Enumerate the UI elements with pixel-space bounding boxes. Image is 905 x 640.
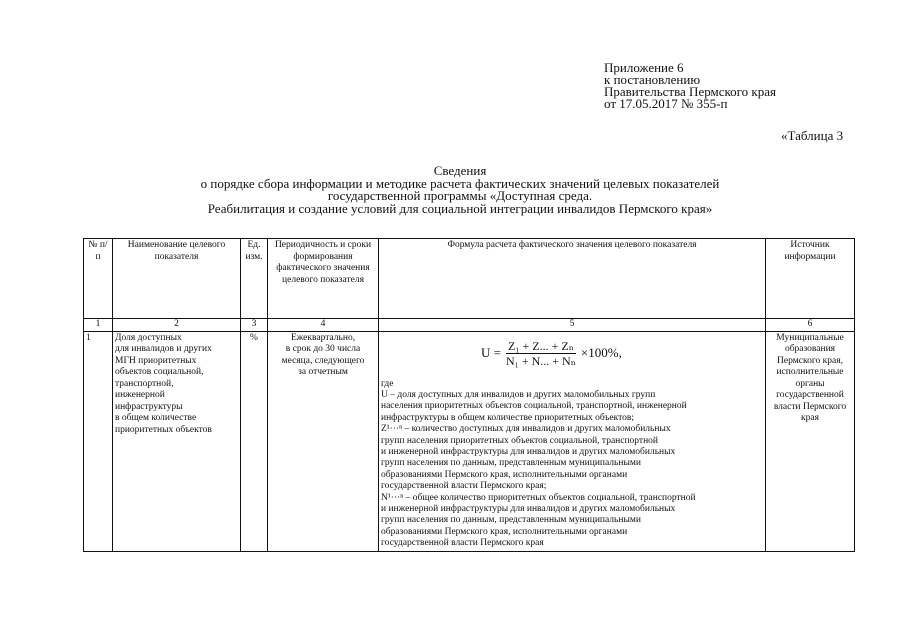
col-number: 1 — [84, 319, 113, 332]
row-period-line: за отчетным — [298, 367, 348, 377]
table-row — [84, 331, 855, 551]
col-number: 2 — [113, 319, 241, 332]
explanation-line: N¹⋯ⁿ – общее количество приоритетных объектов социальной, транспортной — [381, 492, 696, 503]
row-unit: % — [241, 331, 268, 551]
row-source — [766, 331, 855, 551]
table-header-row — [84, 239, 855, 319]
row-name-line: инфраструктуры — [115, 401, 183, 412]
explanation-line: государственной власти Пермского края; — [381, 481, 547, 492]
header-unit: Ед. изм. — [241, 239, 268, 319]
row-source-line: края — [801, 413, 819, 423]
header-period: Периодичность и сроки формирования фактического значения целевого показателя — [268, 239, 379, 319]
explanation-line: и инженерной инфраструктуры для инвалидов и других маломобильных — [381, 446, 676, 457]
formula-denominator: N₁ + N... + Nₙ — [505, 353, 576, 368]
heading-title: Сведения — [433, 163, 487, 178]
row-name-line: объектов социальной, — [115, 367, 204, 377]
row-name — [113, 331, 241, 551]
col-number: 4 — [268, 319, 379, 332]
row-name-line: для инвалидов и других — [115, 344, 212, 354]
indicators-table — [83, 238, 855, 552]
header-formula: Формула расчета фактического значения целевого показателя — [379, 239, 766, 319]
heading-line: Реабилитация и создание условий для социальной интеграции инвалидов Пермского края» — [207, 200, 713, 216]
column-number-row — [84, 319, 855, 332]
row-source-line: власти Пермского — [773, 401, 847, 412]
formula-lhs: U = — [481, 345, 501, 361]
row-source-line: Муниципальные — [776, 332, 844, 343]
formula-numerator: Z₁ + Z... + Zₙ — [507, 338, 574, 353]
header-source: Источник информации — [766, 239, 855, 319]
appendix-line: Приложение 6 — [604, 60, 684, 75]
formula-fraction — [504, 339, 578, 368]
formula-tail: ×100%, — [580, 345, 622, 361]
formula-explanation — [381, 379, 763, 550]
col-number: 3 — [241, 319, 268, 332]
row-period — [268, 331, 379, 551]
explanation-line: Z¹⋯ⁿ – количество доступных для инвалидов и других маломобильных — [381, 424, 671, 435]
explanation-line: групп населения по данным, представленным муниципальными — [381, 458, 641, 469]
header-num: № п/п — [84, 239, 113, 319]
appendix-block — [604, 62, 776, 110]
col-number: 6 — [766, 319, 855, 332]
row-source-line: Пермского края, — [777, 355, 843, 366]
row-period-line: месяца, следующего — [281, 355, 365, 366]
table-reference: «Таблица 3 — [781, 128, 844, 143]
row-num: 1 — [84, 331, 113, 551]
row-source-line: исполнительные — [776, 367, 844, 377]
row-name-line: в общем количестве — [115, 413, 197, 423]
explanation-line: групп населения приоритетных объектов социальной, транспортной — [381, 435, 658, 446]
explanation-line: населения приоритетных объектов социальной, транспортной, инженерной — [381, 401, 687, 412]
row-source-line: образования — [784, 344, 836, 354]
document-heading — [140, 165, 780, 215]
row-period-line: Ежеквартально, — [290, 332, 356, 343]
explanation-line: где — [381, 378, 394, 389]
explanation-line: групп населения по данным, представленным муниципальными — [381, 515, 641, 526]
row-name-line: инженерной — [115, 390, 165, 400]
header-name: Наименование целевого показателя — [113, 239, 241, 319]
heading-line: о порядке сбора информации и методике расчета фактических значений целевых показателей — [200, 175, 720, 191]
explanation-line: образованиями Пермского края, исполнительными органами — [381, 469, 628, 480]
heading-line: государственной программы «Доступная среда. — [327, 188, 593, 203]
row-formula — [379, 331, 766, 551]
appendix-line: от 17.05.2017 № 355-п — [604, 96, 728, 111]
col-number: 5 — [379, 319, 766, 332]
explanation-line: инфраструктуры в общем количестве приоритетных объектов; — [381, 412, 634, 423]
explanation-line: государственной власти Пермского края — [381, 538, 544, 549]
explanation-line: и инженерной инфраструктуры для инвалидов и других маломобильных — [381, 503, 676, 514]
row-source-line: органы — [795, 378, 825, 389]
appendix-line: Правительства Пермского края — [604, 84, 776, 99]
row-period-line: в срок до 30 числа — [285, 344, 361, 354]
explanation-line: образованиями Пермского края, исполнительными органами — [381, 526, 628, 537]
row-name-line: МГН приоритетных — [115, 355, 197, 366]
formula-block — [381, 333, 763, 379]
row-name-line: транспортной, — [115, 378, 174, 389]
row-source-line: государственной — [776, 390, 844, 400]
row-name-line: Доля доступных — [115, 332, 182, 343]
explanation-line: U – доля доступных для инвалидов и других маломобильных групп — [381, 389, 656, 400]
row-name-line: приоритетных объектов — [115, 424, 212, 435]
appendix-line: к постановлению — [604, 72, 701, 87]
